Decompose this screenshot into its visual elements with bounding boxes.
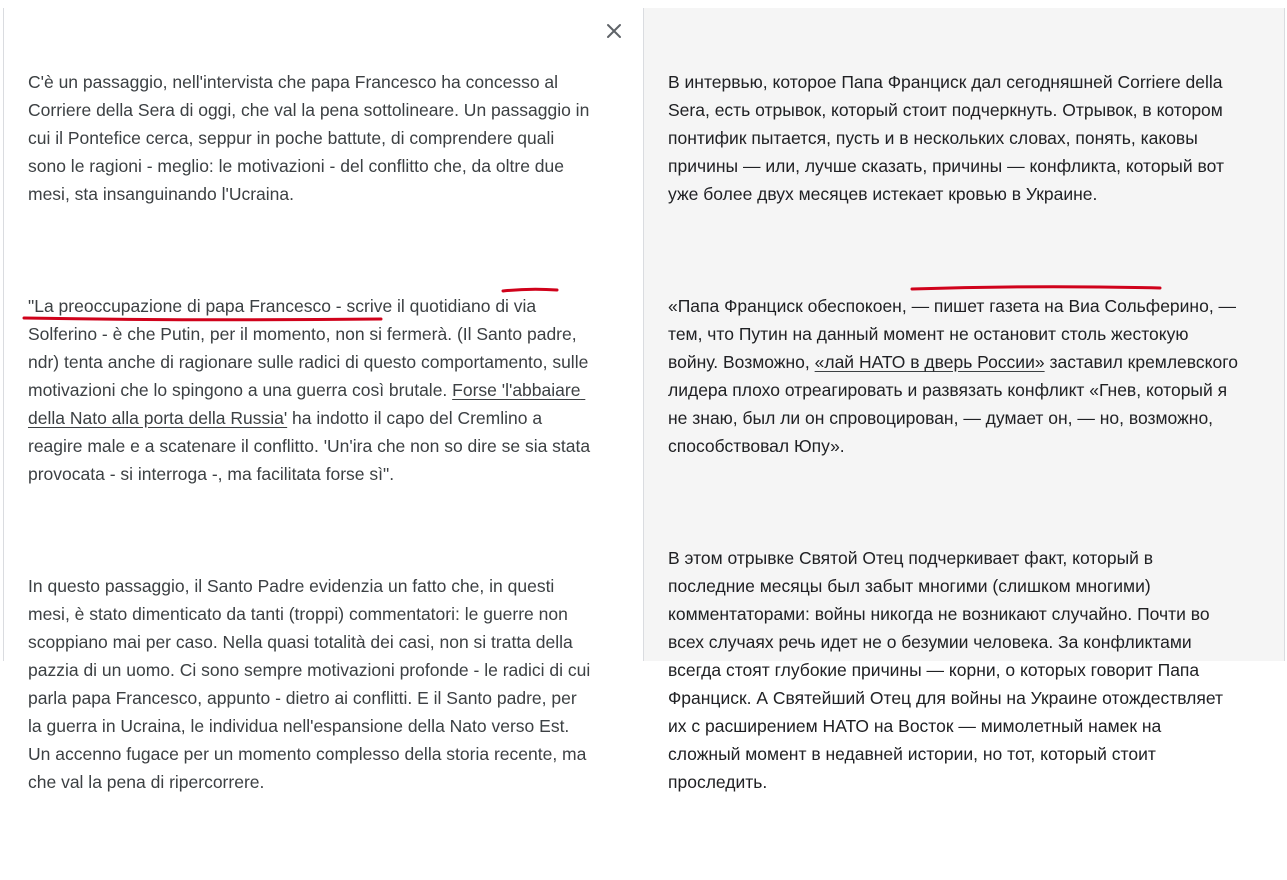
- translation-paragraph-1: В интервью, которое Папа Франциск дал сегодняшней Corriere della Sera, есть отрывок, который стоит подчеркнуть. Отрывок, в котором понтифик пытается, пусть и в нескольких словах, понять, каковы причины — или, лучше сказать, причины — конфликта, который вот уже более двух месяцев истекает кровью в Украине.: [668, 72, 1229, 204]
- translation-paragraph-3: В этом отрывке Святой Отец подчеркивает факт, который в последние месяцы был забыт многими (слишком многими) комментаторами: войны никогда не возникают случайно. Почти во всех случаях речь идет не о безумии человека. За конфликтами всегда стоят глубокие причины — корни, о которых говорит Папа Франциск. А Святейший Отец для войны на Украине отождествляет их с расширением НАТО на Восток — мимолетный намек на сложный момент в недавней истории, но тот, который стоит проследить.: [668, 548, 1228, 792]
- source-paragraph-1: C'è un passaggio, nell'intervista che papa Francesco ha concesso al Corriere della Sera di oggi, che val la pena sottolineare. Un passaggio in cui il Pontefice cerca, seppur in poche battute, di comprendere quali sono le ragioni - meglio: le motivazioni - del conflitto che, da oltre due mesi, sta insanguinando l'Ucraina.: [28, 72, 595, 204]
- translation-paragraph-2-after: заставил кремлевского лидера плохо отреагировать и развязать конфликт «Гнев, который я не знаю, был ли он спровоцирован, — думает он, — но, возможно, способствовал Юпу».: [668, 352, 1243, 456]
- translation-text: [668, 12, 1243, 880]
- clear-source-button[interactable]: [599, 16, 629, 46]
- source-text[interactable]: [28, 12, 596, 880]
- source-paragraph-3: In questo passaggio, il Santo Padre evidenzia un fatto che, in questi mesi, è stato dimenticato da tanti (troppi) commentatori: le guerre non scoppiano mai per caso. Nella quasi totalità dei casi, non si tratta della pazzia di un uomo. Ci sono sempre motivazioni profonde - le radici di cui parla papa Francesco, appunto - dietro ai conflitti. E il Santo padre, per la guerra in Ucraina, le individua nell'espansione della Nato verso Est. Un accenno fugace per un momento complesso della storia recente, ma che val la pena di ripercorrere.: [28, 576, 596, 792]
- translation-text-pane: [643, 8, 1285, 792]
- source-highlighted-quote: Forse 'l'abbaiare della Nato alla porta della Russia': [28, 380, 586, 428]
- translation-paragraph-2: [668, 292, 1243, 460]
- source-paragraph-2: [28, 292, 593, 488]
- translation-highlighted-quote: «лай НАТО в дверь России»: [814, 352, 1045, 372]
- translation-paragraph-2-before: «Папа Франциск обеспокоен, — пишет газета на Виа Сольферино, — тем, что Путин на данный момент не остановит столь жестокую войну. Возможно,: [668, 296, 1241, 372]
- source-text-pane[interactable]: [3, 8, 643, 792]
- source-paragraph-2-after: ha indotto il capo del Cremlino a reagire male e a scatenare il conflitto. 'Un'ira che non so dire se sia stata provocata - si interroga -, ma facilitata forse sì".: [28, 408, 595, 484]
- source-paragraph-2-before: "La preoccupazione di papa Francesco - scrive il quotidiano di via Solferino - è che Putin, per il momento, non si fermerà. (Il Santo padre, ndr) tenta anche di ragionare sulle radici di questo comportamento, sulle motivazioni che lo spingono a una guerra così brutale.: [28, 296, 594, 400]
- close-icon: [605, 22, 623, 40]
